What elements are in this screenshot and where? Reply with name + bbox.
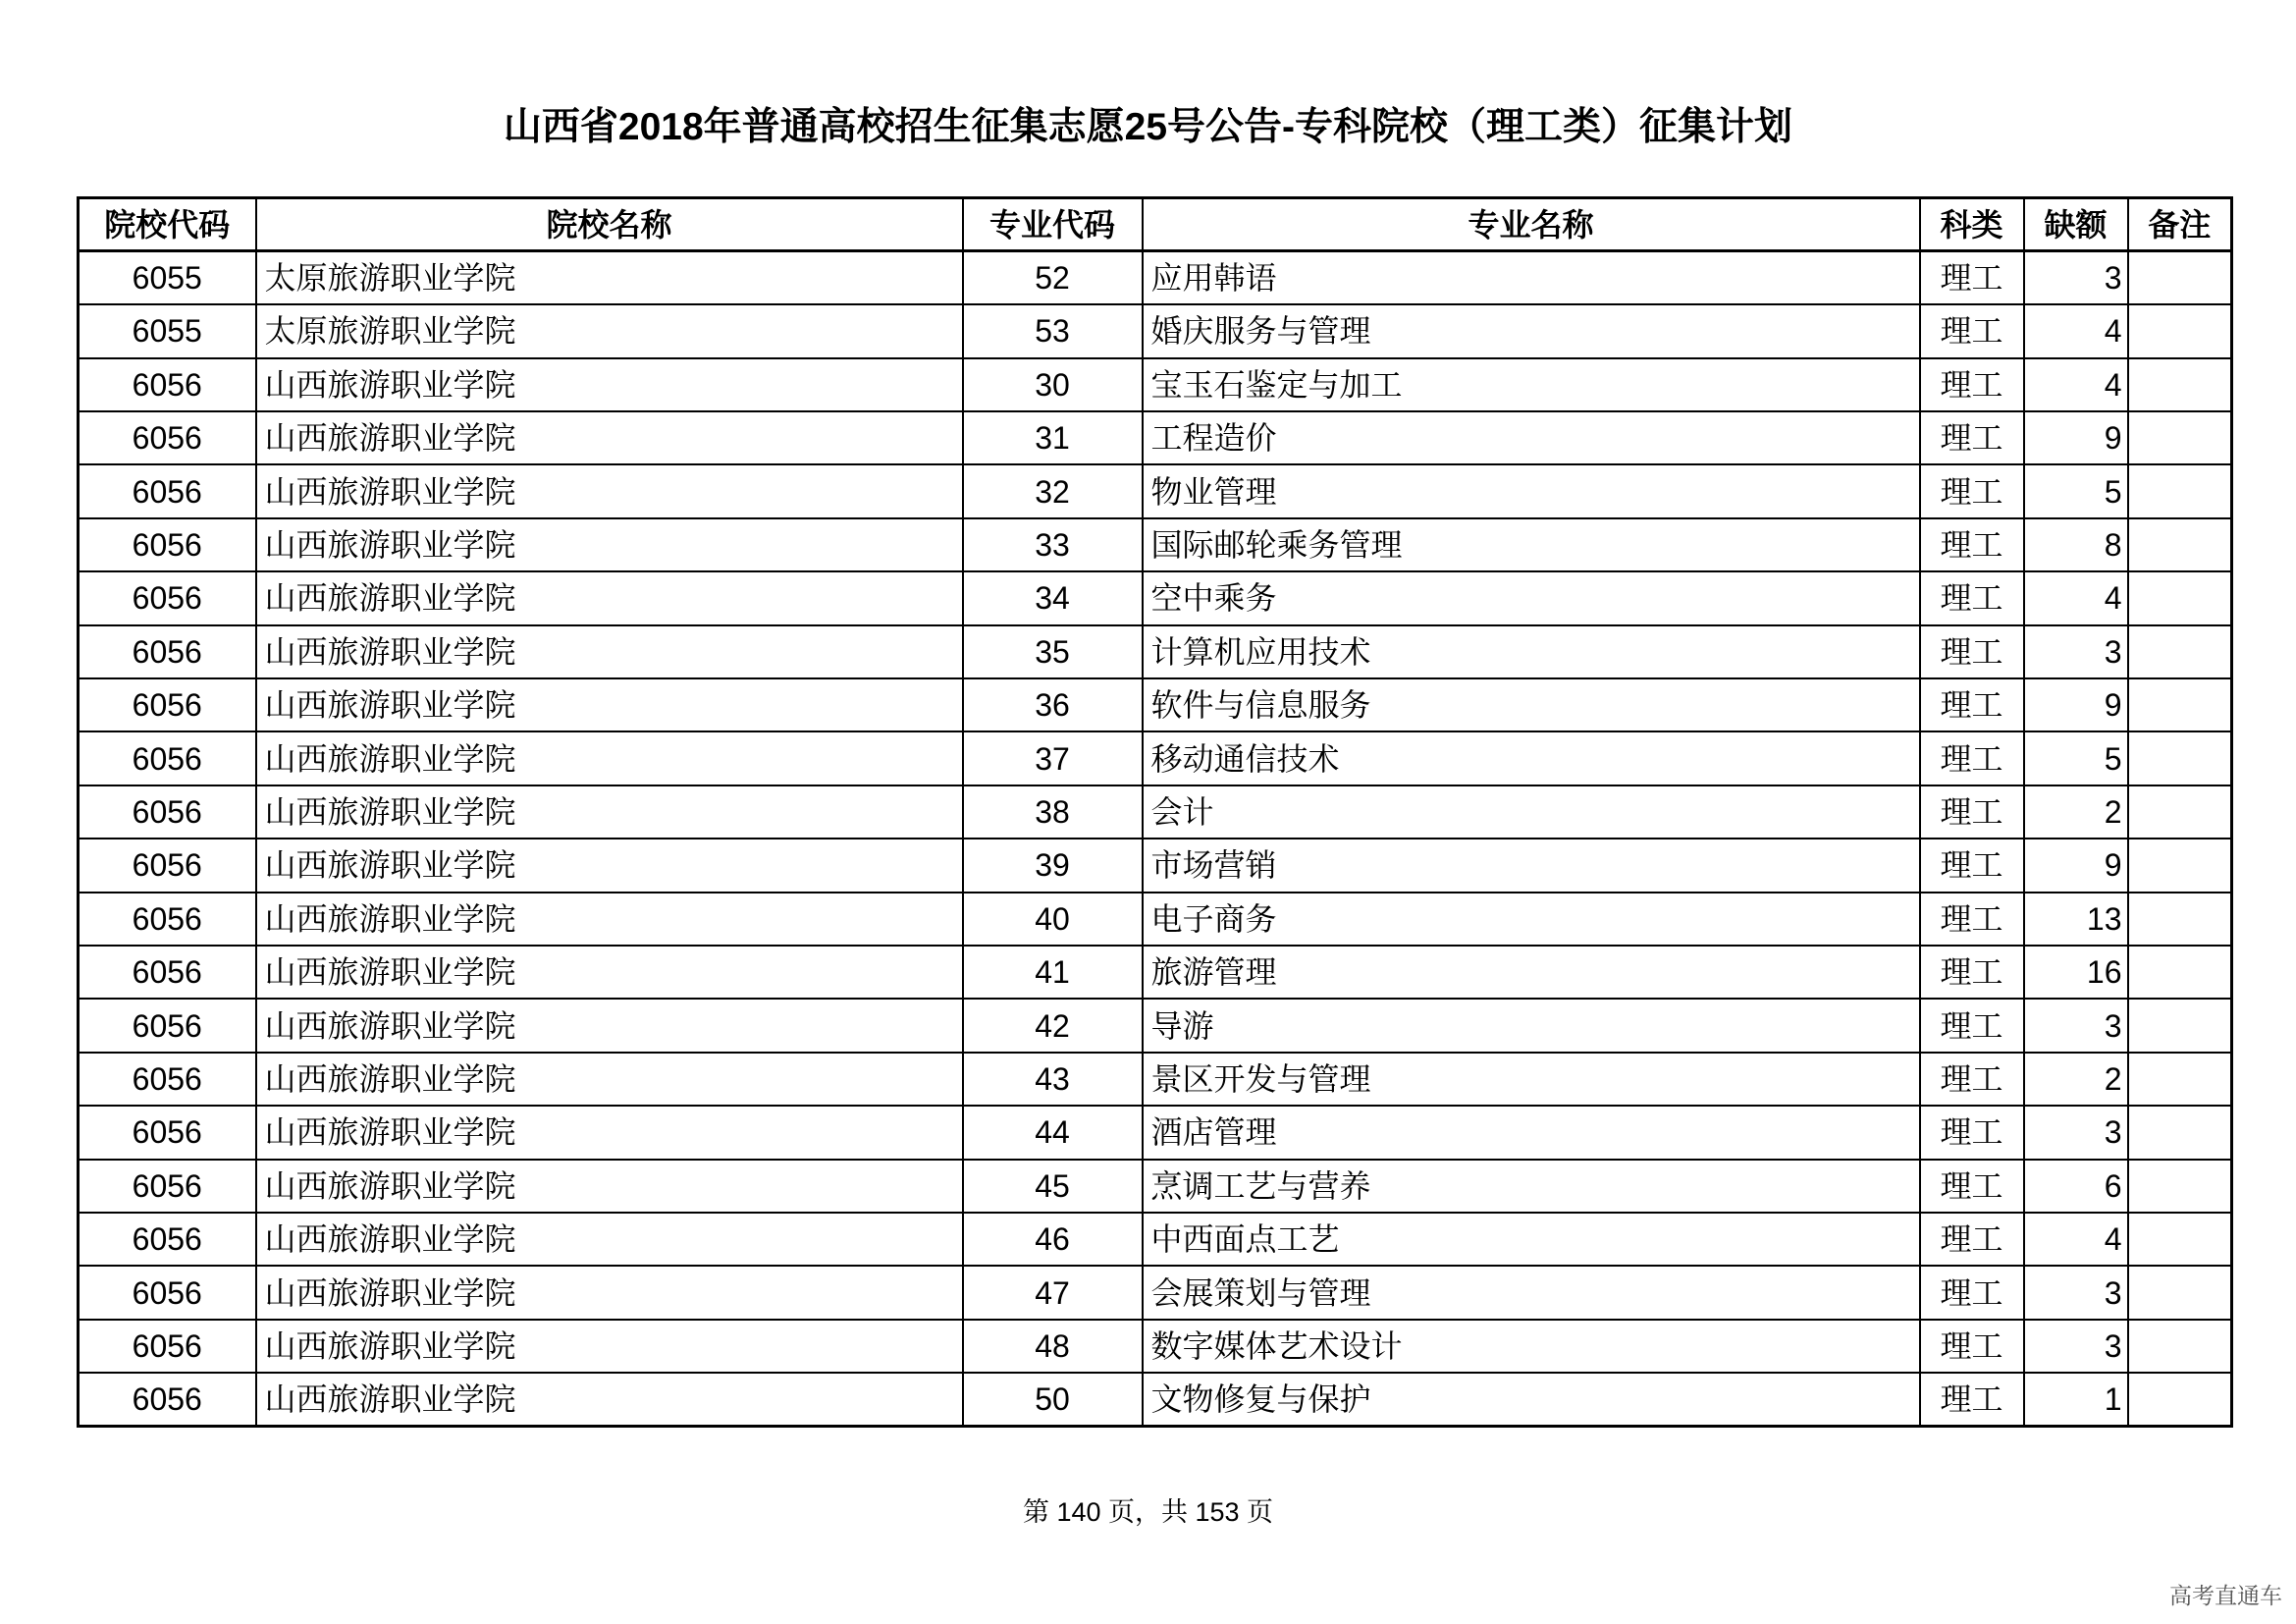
cell-major-code: 50	[963, 1373, 1143, 1426]
cell-school-code: 6056	[79, 625, 256, 678]
cell-vacancies: 16	[2024, 946, 2128, 999]
table-row	[79, 678, 2232, 731]
table-header-row	[79, 198, 2232, 251]
cell-school-code: 6056	[79, 411, 256, 464]
cell-major-code: 37	[963, 731, 1143, 785]
cell-vacancies: 4	[2024, 571, 2128, 624]
cell-school-code: 6056	[79, 678, 256, 731]
cell-major-name: 导游	[1143, 999, 1920, 1052]
table-row	[79, 358, 2232, 411]
cell-category: 理工	[1920, 1320, 2024, 1373]
cell-school-code: 6056	[79, 839, 256, 892]
cell-school-name: 山西旅游职业学院	[256, 999, 963, 1052]
table-row	[79, 1373, 2232, 1426]
cell-vacancies: 2	[2024, 785, 2128, 839]
cell-major-name: 景区开发与管理	[1143, 1053, 1920, 1106]
cell-school-name: 山西旅游职业学院	[256, 946, 963, 999]
cell-major-name: 应用韩语	[1143, 251, 1920, 304]
cell-remarks	[2128, 999, 2232, 1052]
table-row	[79, 893, 2232, 946]
table-row	[79, 304, 2232, 357]
cell-major-code: 33	[963, 518, 1143, 571]
cell-category: 理工	[1920, 1266, 2024, 1319]
page-title: 山西省2018年普通高校招生征集志愿25号公告-专科院校（理工类）征集计划	[503, 106, 1793, 148]
cell-vacancies: 9	[2024, 678, 2128, 731]
cell-major-code: 44	[963, 1106, 1143, 1159]
cell-major-code: 30	[963, 358, 1143, 411]
cell-major-name: 旅游管理	[1143, 946, 1920, 999]
cell-school-code: 6056	[79, 1320, 256, 1373]
cell-major-name: 中西面点工艺	[1143, 1213, 1920, 1266]
cell-remarks	[2128, 625, 2232, 678]
cell-category: 理工	[1920, 893, 2024, 946]
cell-vacancies: 3	[2024, 625, 2128, 678]
cell-school-name: 山西旅游职业学院	[256, 464, 963, 517]
column-header-vacancies: 缺额	[2024, 198, 2128, 251]
cell-major-code: 32	[963, 464, 1143, 517]
cell-school-code: 6056	[79, 1053, 256, 1106]
cell-remarks	[2128, 946, 2232, 999]
column-header-major-name: 专业名称	[1143, 198, 1920, 251]
cell-vacancies: 13	[2024, 893, 2128, 946]
table-row	[79, 1213, 2232, 1266]
cell-school-name: 山西旅游职业学院	[256, 678, 963, 731]
cell-category: 理工	[1920, 304, 2024, 357]
cell-remarks	[2128, 1266, 2232, 1319]
cell-school-name: 山西旅游职业学院	[256, 731, 963, 785]
cell-category: 理工	[1920, 1106, 2024, 1159]
cell-remarks	[2128, 731, 2232, 785]
cell-vacancies: 4	[2024, 1213, 2128, 1266]
table-row	[79, 518, 2232, 571]
table-row	[79, 1053, 2232, 1106]
cell-vacancies: 3	[2024, 251, 2128, 304]
cell-vacancies: 5	[2024, 731, 2128, 785]
column-header-school-name: 院校名称	[256, 198, 963, 251]
table-row	[79, 785, 2232, 839]
cell-remarks	[2128, 518, 2232, 571]
cell-major-name: 移动通信技术	[1143, 731, 1920, 785]
table-row	[79, 946, 2232, 999]
cell-vacancies: 2	[2024, 1053, 2128, 1106]
cell-remarks	[2128, 1106, 2232, 1159]
cell-major-name: 计算机应用技术	[1143, 625, 1920, 678]
cell-school-code: 6056	[79, 893, 256, 946]
column-header-remarks: 备注	[2128, 198, 2232, 251]
cell-school-code: 6056	[79, 731, 256, 785]
cell-major-code: 40	[963, 893, 1143, 946]
table-row	[79, 1160, 2232, 1213]
cell-school-name: 山西旅游职业学院	[256, 1266, 963, 1319]
cell-school-name: 山西旅游职业学院	[256, 893, 963, 946]
cell-category: 理工	[1920, 1373, 2024, 1426]
table-row	[79, 464, 2232, 517]
cell-school-code: 6055	[79, 251, 256, 304]
cell-category: 理工	[1920, 1213, 2024, 1266]
cell-major-name: 国际邮轮乘务管理	[1143, 518, 1920, 571]
cell-major-name: 宝玉石鉴定与加工	[1143, 358, 1920, 411]
cell-school-code: 6056	[79, 999, 256, 1052]
cell-vacancies: 3	[2024, 1266, 2128, 1319]
cell-school-code: 6056	[79, 1266, 256, 1319]
cell-remarks	[2128, 464, 2232, 517]
table-row	[79, 999, 2232, 1052]
cell-major-code: 46	[963, 1213, 1143, 1266]
cell-major-code: 53	[963, 304, 1143, 357]
watermark: 高考直通车	[2169, 1583, 2282, 1608]
cell-school-name: 山西旅游职业学院	[256, 518, 963, 571]
table-row	[79, 1266, 2232, 1319]
cell-major-name: 文物修复与保护	[1143, 1373, 1920, 1426]
cell-remarks	[2128, 1213, 2232, 1266]
cell-vacancies: 5	[2024, 464, 2128, 517]
cell-remarks	[2128, 1053, 2232, 1106]
cell-major-name: 酒店管理	[1143, 1106, 1920, 1159]
cell-remarks	[2128, 1320, 2232, 1373]
cell-major-code: 45	[963, 1160, 1143, 1213]
cell-school-code: 6056	[79, 518, 256, 571]
cell-school-name: 山西旅游职业学院	[256, 625, 963, 678]
column-header-major-code: 专业代码	[963, 198, 1143, 251]
cell-remarks	[2128, 785, 2232, 839]
cell-category: 理工	[1920, 625, 2024, 678]
cell-category: 理工	[1920, 518, 2024, 571]
cell-remarks	[2128, 678, 2232, 731]
cell-major-name: 婚庆服务与管理	[1143, 304, 1920, 357]
cell-school-name: 山西旅游职业学院	[256, 1320, 963, 1373]
table-body	[79, 251, 2232, 1427]
cell-major-code: 36	[963, 678, 1143, 731]
cell-major-name: 工程造价	[1143, 411, 1920, 464]
table-row	[79, 1106, 2232, 1159]
cell-school-name: 山西旅游职业学院	[256, 411, 963, 464]
cell-school-name: 太原旅游职业学院	[256, 251, 963, 304]
cell-remarks	[2128, 1373, 2232, 1426]
cell-vacancies: 6	[2024, 1160, 2128, 1213]
cell-category: 理工	[1920, 411, 2024, 464]
cell-school-name: 山西旅游职业学院	[256, 358, 963, 411]
cell-major-code: 52	[963, 251, 1143, 304]
cell-major-name: 空中乘务	[1143, 571, 1920, 624]
cell-vacancies: 8	[2024, 518, 2128, 571]
cell-category: 理工	[1920, 999, 2024, 1052]
cell-category: 理工	[1920, 571, 2024, 624]
cell-school-code: 6056	[79, 1160, 256, 1213]
cell-category: 理工	[1920, 1053, 2024, 1106]
cell-remarks	[2128, 839, 2232, 892]
cell-remarks	[2128, 893, 2232, 946]
cell-school-code: 6056	[79, 946, 256, 999]
table-row	[79, 731, 2232, 785]
cell-vacancies: 9	[2024, 839, 2128, 892]
cell-major-name: 会计	[1143, 785, 1920, 839]
cell-major-code: 43	[963, 1053, 1143, 1106]
cell-school-code: 6056	[79, 1373, 256, 1426]
plan-table	[77, 196, 2233, 1428]
cell-major-code: 42	[963, 999, 1143, 1052]
cell-vacancies: 4	[2024, 358, 2128, 411]
table-header	[79, 198, 2232, 251]
cell-vacancies: 3	[2024, 1320, 2128, 1373]
cell-vacancies: 9	[2024, 411, 2128, 464]
cell-major-code: 31	[963, 411, 1143, 464]
cell-major-name: 数字媒体艺术设计	[1143, 1320, 1920, 1373]
cell-vacancies: 3	[2024, 999, 2128, 1052]
cell-school-code: 6056	[79, 464, 256, 517]
cell-school-name: 山西旅游职业学院	[256, 1053, 963, 1106]
cell-major-code: 47	[963, 1266, 1143, 1319]
cell-category: 理工	[1920, 731, 2024, 785]
cell-major-code: 48	[963, 1320, 1143, 1373]
cell-school-name: 山西旅游职业学院	[256, 1213, 963, 1266]
cell-category: 理工	[1920, 464, 2024, 517]
cell-remarks	[2128, 571, 2232, 624]
cell-major-code: 35	[963, 625, 1143, 678]
cell-remarks	[2128, 411, 2232, 464]
cell-major-name: 电子商务	[1143, 893, 1920, 946]
table-row	[79, 625, 2232, 678]
cell-vacancies: 1	[2024, 1373, 2128, 1426]
cell-vacancies: 3	[2024, 1106, 2128, 1159]
cell-major-code: 34	[963, 571, 1143, 624]
cell-school-name: 山西旅游职业学院	[256, 785, 963, 839]
cell-school-name: 太原旅游职业学院	[256, 304, 963, 357]
column-header-school-code: 院校代码	[79, 198, 256, 251]
cell-school-name: 山西旅游职业学院	[256, 1106, 963, 1159]
cell-school-name: 山西旅游职业学院	[256, 1160, 963, 1213]
cell-major-code: 41	[963, 946, 1143, 999]
cell-remarks	[2128, 251, 2232, 304]
cell-major-name: 市场营销	[1143, 839, 1920, 892]
cell-school-code: 6056	[79, 358, 256, 411]
cell-category: 理工	[1920, 678, 2024, 731]
cell-major-name: 会展策划与管理	[1143, 1266, 1920, 1319]
cell-category: 理工	[1920, 251, 2024, 304]
cell-school-code: 6055	[79, 304, 256, 357]
cell-school-code: 6056	[79, 571, 256, 624]
cell-category: 理工	[1920, 358, 2024, 411]
cell-school-code: 6056	[79, 1106, 256, 1159]
cell-school-name: 山西旅游职业学院	[256, 571, 963, 624]
cell-vacancies: 4	[2024, 304, 2128, 357]
cell-major-name: 软件与信息服务	[1143, 678, 1920, 731]
cell-major-name: 烹调工艺与营养	[1143, 1160, 1920, 1213]
cell-category: 理工	[1920, 785, 2024, 839]
cell-school-code: 6056	[79, 1213, 256, 1266]
cell-category: 理工	[1920, 839, 2024, 892]
column-header-category: 科类	[1920, 198, 2024, 251]
cell-category: 理工	[1920, 946, 2024, 999]
cell-school-code: 6056	[79, 785, 256, 839]
page-number: 第 140 页，共 153 页	[1022, 1497, 1274, 1527]
cell-major-code: 38	[963, 785, 1143, 839]
table-row	[79, 411, 2232, 464]
cell-category: 理工	[1920, 1160, 2024, 1213]
cell-major-name: 物业管理	[1143, 464, 1920, 517]
cell-school-name: 山西旅游职业学院	[256, 839, 963, 892]
table-row	[79, 1320, 2232, 1373]
table-row	[79, 571, 2232, 624]
cell-major-code: 39	[963, 839, 1143, 892]
cell-school-name: 山西旅游职业学院	[256, 1373, 963, 1426]
cell-remarks	[2128, 358, 2232, 411]
table-row	[79, 251, 2232, 304]
table-row	[79, 839, 2232, 892]
cell-remarks	[2128, 304, 2232, 357]
cell-remarks	[2128, 1160, 2232, 1213]
